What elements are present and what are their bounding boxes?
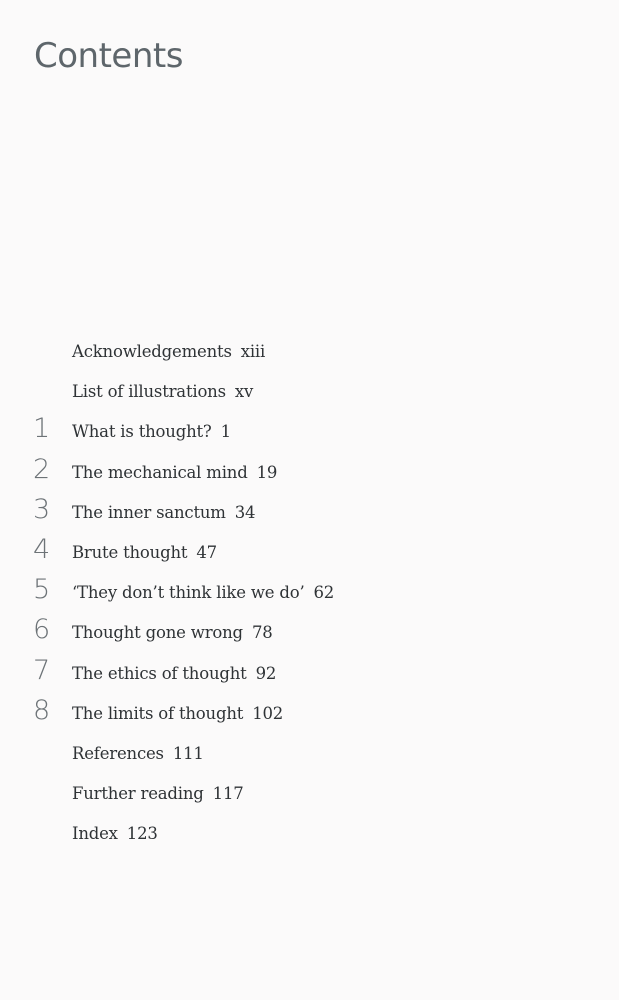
table-of-contents: [0, 336, 619, 858]
toc-entry-chapter-3[interactable]: [0, 493, 619, 537]
toc-entry-index[interactable]: [0, 818, 619, 858]
toc-entry-chapter-1[interactable]: [0, 413, 619, 456]
page-number: 47: [196, 542, 217, 562]
chapter-number: 8: [33, 694, 51, 726]
entry-title: Index: [72, 824, 118, 844]
toc-entry-further-reading[interactable]: [0, 778, 619, 818]
page-number: 92: [255, 663, 277, 683]
toc-entry-references[interactable]: [0, 738, 619, 778]
toc-entry-chapter-5[interactable]: [0, 574, 619, 617]
entry-title: References: [72, 743, 164, 763]
toc-entry-chapter-4[interactable]: [0, 533, 619, 577]
toc-entry-chapter-6[interactable]: [0, 614, 619, 657]
entry-title: What is thought?: [72, 422, 212, 442]
page-number: 78: [251, 623, 273, 643]
chapter-number: 4: [33, 533, 51, 565]
toc-entry-acknowledgements[interactable]: [0, 336, 619, 376]
page-number: 19: [256, 462, 278, 482]
chapter-number: 5: [33, 574, 51, 606]
toc-entry-chapter-2[interactable]: [0, 453, 619, 497]
page-number: 62: [313, 583, 335, 603]
entry-title: List of illustrations: [72, 382, 226, 402]
entry-title: ‘They don’t think like we do’: [72, 583, 305, 603]
chapter-number: 7: [33, 654, 51, 686]
page-number: 111: [172, 743, 204, 763]
chapter-number: 1: [33, 413, 51, 445]
entry-title: Further reading: [72, 784, 204, 804]
chapter-number: 6: [33, 614, 51, 646]
entry-title: Brute thought: [72, 542, 188, 562]
page-number: 102: [252, 703, 284, 723]
page-number: 1: [220, 422, 231, 442]
chapter-number: 3: [33, 493, 51, 525]
entry-title: The limits of thought: [72, 703, 244, 723]
entry-title: The mechanical mind: [72, 462, 248, 482]
entry-title: Thought gone wrong: [72, 623, 243, 643]
toc-entry-chapter-7[interactable]: [0, 654, 619, 698]
page-number: xv: [234, 382, 254, 402]
toc-entry-list-of-illustrations[interactable]: [0, 376, 619, 416]
page-number: 117: [212, 784, 244, 804]
entry-title: The inner sanctum: [72, 502, 226, 522]
toc-entry-chapter-8[interactable]: [0, 694, 619, 738]
chapter-number: 2: [33, 453, 51, 485]
entry-title: The ethics of thought: [72, 663, 247, 683]
page-title: Contents: [34, 36, 183, 76]
entry-title: Acknowledgements: [72, 342, 232, 361]
page-number: 34: [234, 502, 256, 522]
page-number: 123: [126, 824, 158, 844]
page-number: xiii: [240, 342, 266, 361]
